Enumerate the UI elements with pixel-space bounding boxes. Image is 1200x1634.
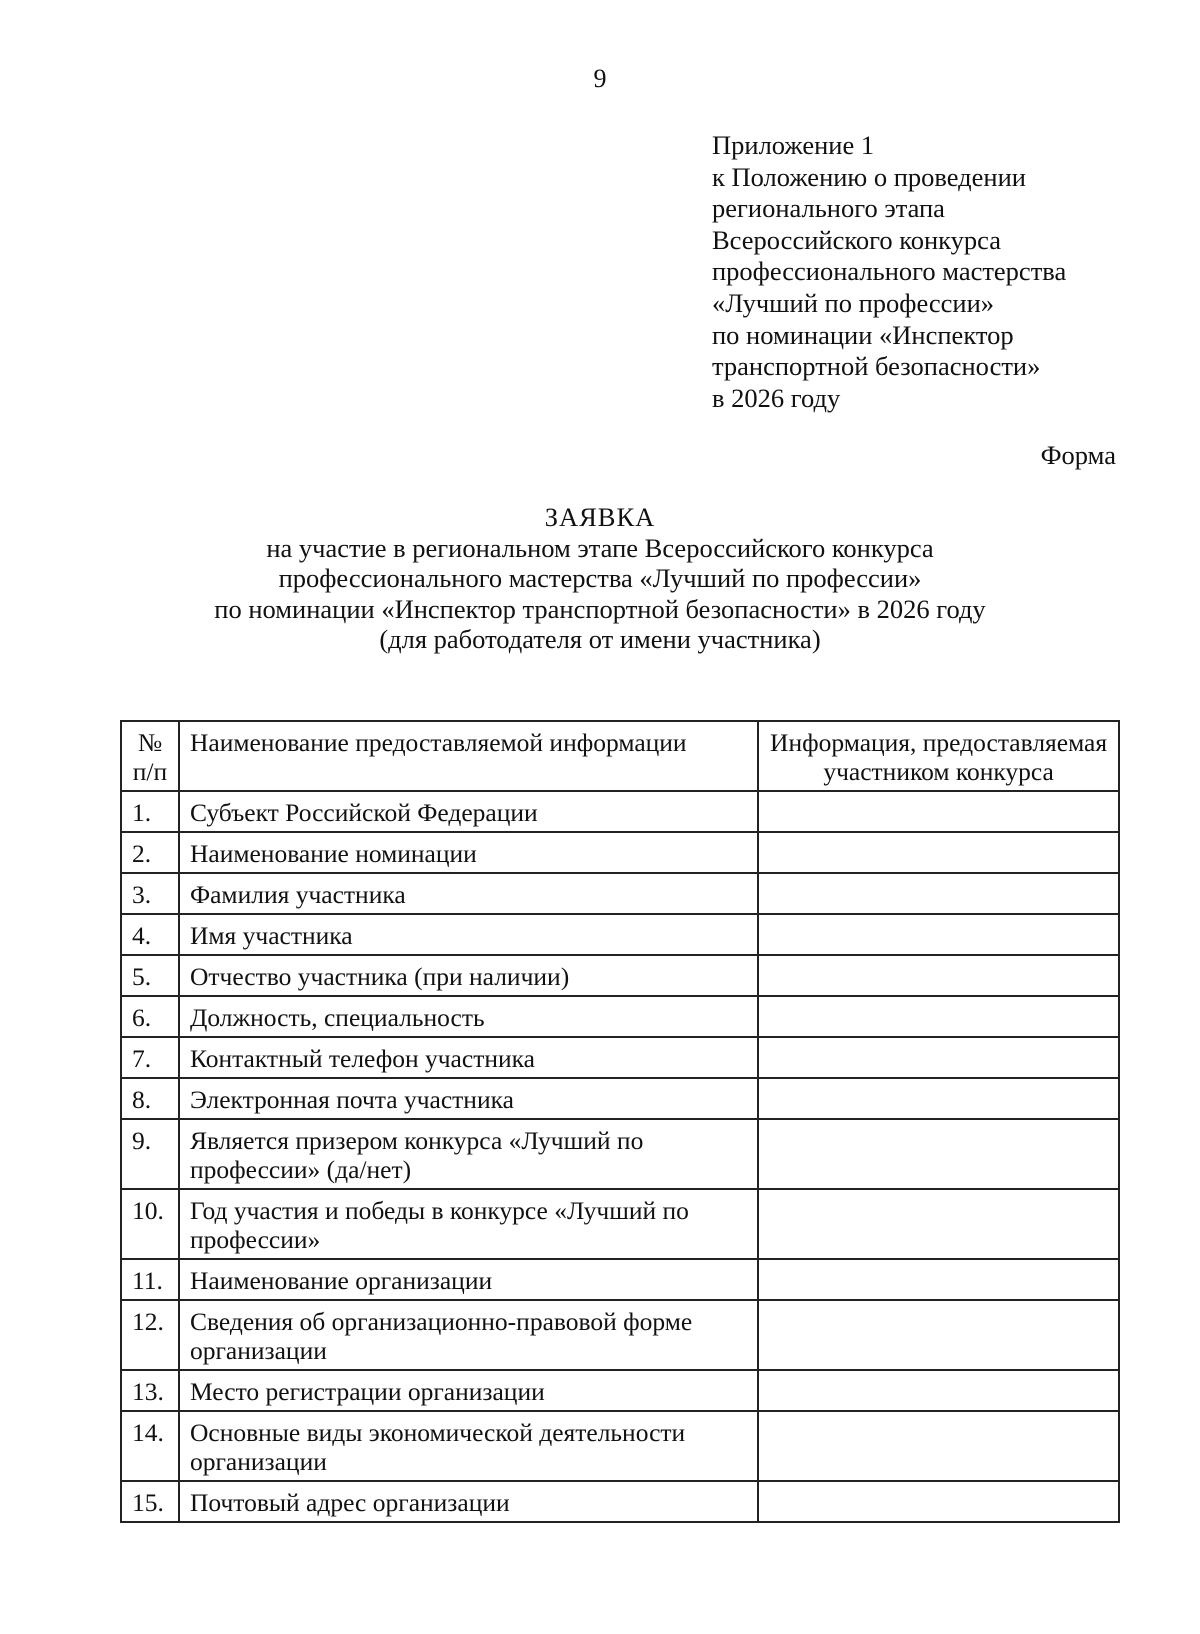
row-name: Сведения об организационно-правовой форме организации [179, 1300, 758, 1370]
row-info-cell[interactable] [758, 1411, 1119, 1481]
row-name: Наименование организации [179, 1259, 758, 1300]
document-title: ЗАЯВКА [544, 502, 656, 532]
appendix-line: профессионального мастерства [712, 256, 1067, 287]
header-num: № п/п [121, 721, 179, 791]
form-label: Форма [1040, 440, 1116, 470]
row-info-cell[interactable] [758, 873, 1119, 914]
appendix-block [712, 130, 1152, 414]
appendix-line: «Лучший по профессии» [712, 287, 995, 318]
row-info-cell[interactable] [758, 914, 1119, 955]
row-info-cell[interactable] [758, 1370, 1119, 1411]
table-row [121, 955, 1119, 996]
table-header-row [121, 721, 1119, 791]
row-name: Электронная почта участника [179, 1078, 758, 1119]
row-number: 8. [121, 1078, 179, 1119]
row-number: 4. [121, 914, 179, 955]
row-number: 3. [121, 873, 179, 914]
table-row [121, 1481, 1119, 1522]
title-line: на участие в региональном этапе Всероссийского конкурса [266, 532, 934, 563]
table-row [121, 1259, 1119, 1300]
row-name: Является призером конкурса «Лучший по профессии» (да/нет) [179, 1119, 758, 1189]
row-info-cell[interactable] [758, 955, 1119, 996]
header-name: Наименование предоставляемой информации [179, 721, 758, 791]
row-info-cell[interactable] [758, 1119, 1119, 1189]
row-info-cell[interactable] [758, 1078, 1119, 1119]
row-info-cell[interactable] [758, 832, 1119, 873]
row-info-cell[interactable] [758, 996, 1119, 1037]
table-row [121, 1411, 1119, 1481]
row-name: Отчество участника (при наличии) [179, 955, 758, 996]
row-name: Год участия и победы в конкурсе «Лучший по профессии» [179, 1189, 758, 1259]
row-number: 5. [121, 955, 179, 996]
header-info: Информация, предоставляемая участником конкурса [758, 721, 1119, 791]
appendix-line: Всероссийского конкурса [712, 224, 1002, 255]
row-number: 10. [121, 1189, 179, 1259]
table-row [121, 791, 1119, 832]
row-number: 2. [121, 832, 179, 873]
table-row [121, 1037, 1119, 1078]
title-line: (для работодателя от имени участника) [379, 624, 821, 654]
title-line: профессионального мастерства «Лучший по профессии» [278, 563, 922, 593]
row-info-cell[interactable] [758, 791, 1119, 832]
application-form-table [120, 720, 1120, 1523]
row-info-cell[interactable] [758, 1259, 1119, 1300]
appendix-line: Приложение 1 [712, 130, 875, 160]
row-name: Должность, специальность [179, 996, 758, 1037]
appendix-line: регионального этапа [712, 193, 945, 224]
table-row [121, 1370, 1119, 1411]
row-name: Основные виды экономической деятельности организации [179, 1411, 758, 1481]
row-name: Почтовый адрес организации [179, 1481, 758, 1522]
table-row [121, 1119, 1119, 1189]
table-row [121, 873, 1119, 914]
appendix-line: в 2026 году [712, 382, 841, 413]
appendix-line: по номинации «Инспектор [712, 319, 1014, 350]
appendix-line: к Положению о проведении [712, 161, 1026, 192]
row-info-cell[interactable] [758, 1037, 1119, 1078]
appendix-line: транспортной безопасности» [712, 351, 1041, 382]
table-row [121, 832, 1119, 873]
row-number: 9. [121, 1119, 179, 1189]
row-name: Субъект Российской Федерации [179, 791, 758, 832]
row-name: Место регистрации организации [179, 1370, 758, 1411]
title-line: по номинации «Инспектор транспортной безопасности» в 2026 году [214, 593, 986, 624]
row-name: Фамилия участника [179, 873, 758, 914]
row-number: 6. [121, 996, 179, 1037]
row-name: Контактный телефон участника [179, 1037, 758, 1078]
table-row [121, 1078, 1119, 1119]
row-number: 12. [121, 1300, 179, 1370]
table-row [121, 1189, 1119, 1259]
row-info-cell[interactable] [758, 1481, 1119, 1522]
row-name: Наименование номинации [179, 832, 758, 873]
row-number: 15. [121, 1481, 179, 1522]
row-number: 11. [121, 1259, 179, 1300]
row-name: Имя участника [179, 914, 758, 955]
row-number: 14. [121, 1411, 179, 1481]
row-info-cell[interactable] [758, 1300, 1119, 1370]
row-number: 7. [121, 1037, 179, 1078]
table-row [121, 1300, 1119, 1370]
table-row [121, 996, 1119, 1037]
row-number: 13. [121, 1370, 179, 1411]
table-row [121, 914, 1119, 955]
document-title-block [0, 502, 1200, 655]
row-info-cell[interactable] [758, 1189, 1119, 1259]
row-number: 1. [121, 791, 179, 832]
page-number: 9 [593, 64, 607, 93]
